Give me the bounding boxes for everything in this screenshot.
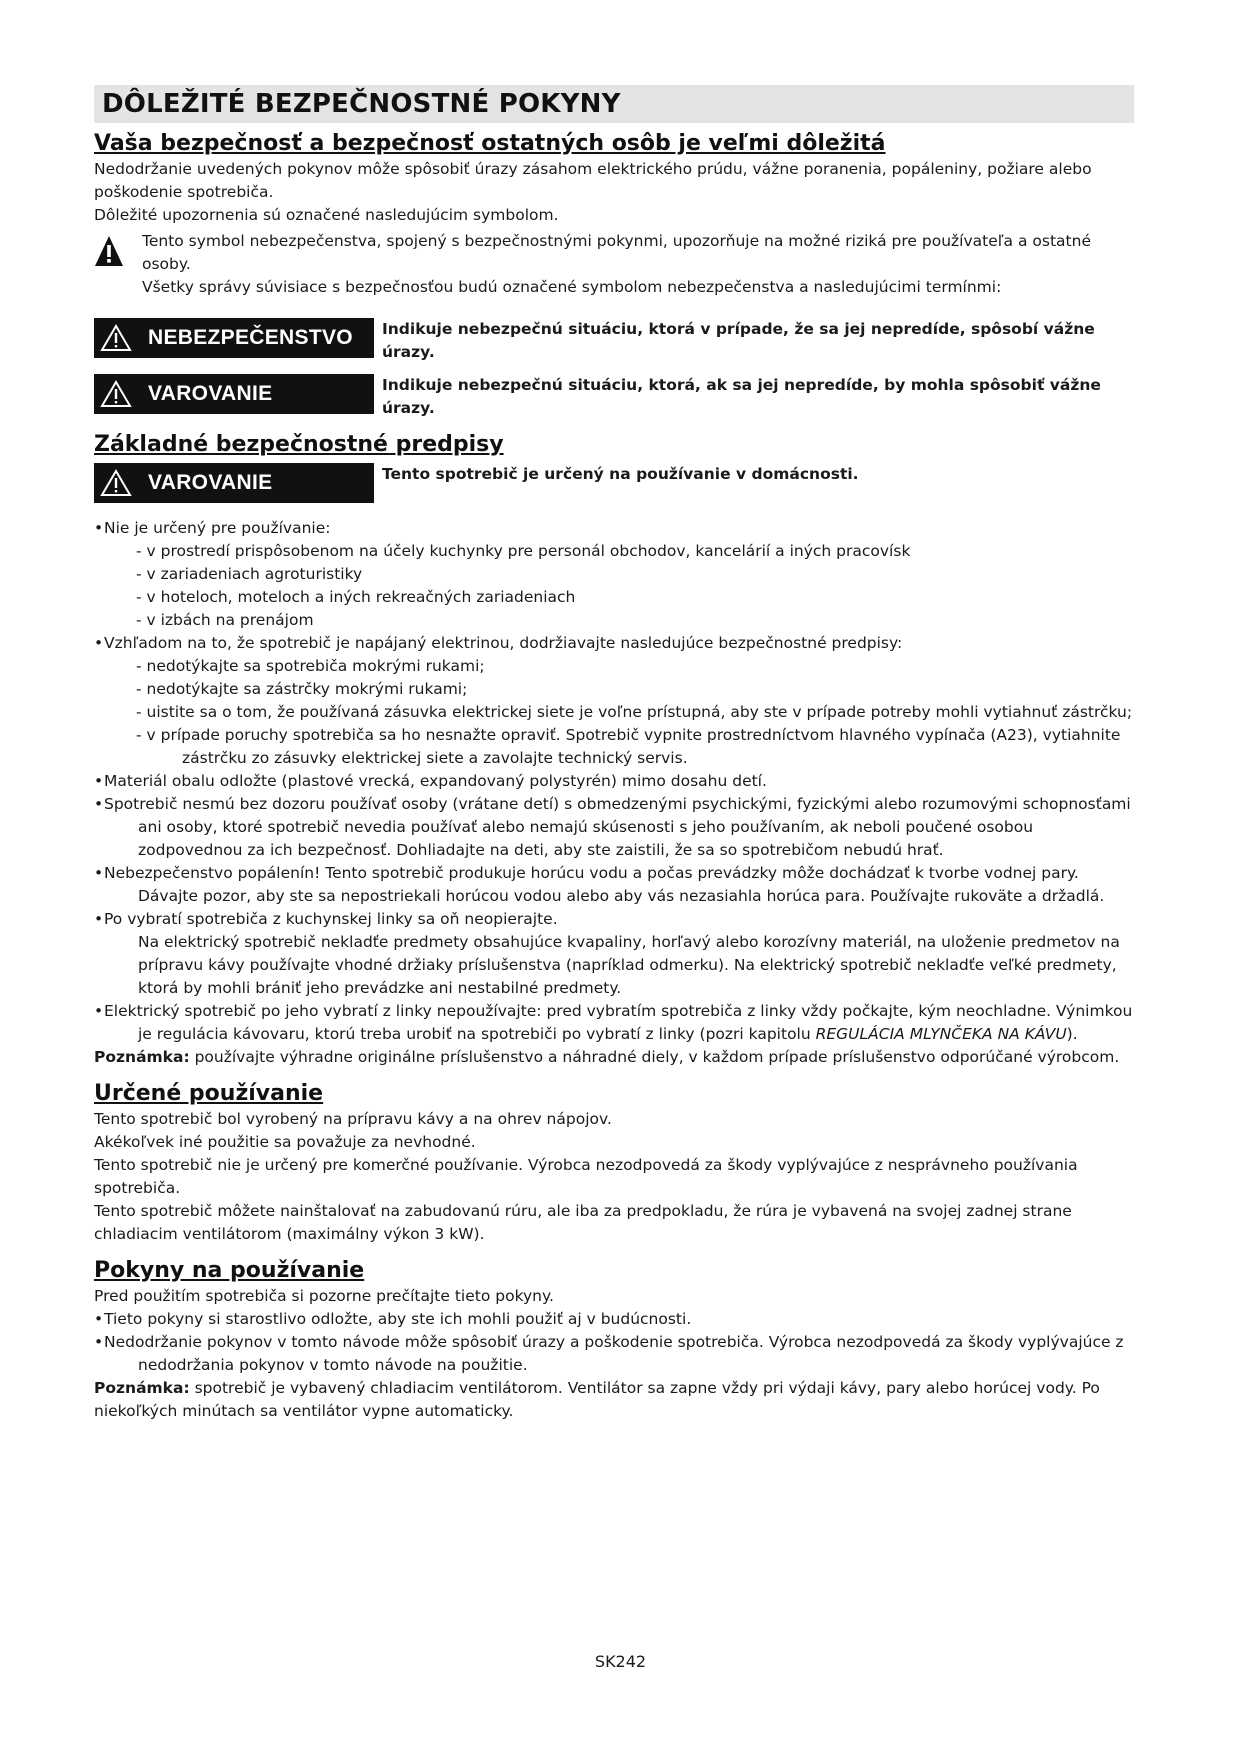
section-heading-safety: Vaša bezpečnosť a bezpečnosť ostatných osôb je veľmi dôležitá — [94, 131, 886, 156]
symbol-explanation — [94, 230, 1134, 299]
note: Poznámka: spotrebič je vybavený chladiacim ventilátorom. Ventilátor sa zapne vždy pri výdaji kávy, pary alebo horúcej vody. Po niekoľkých minútach sa ventilátor vypne automaticky. — [94, 1379, 1100, 1420]
badge-label: VAROVANIE — [148, 382, 273, 405]
warning-triangle-icon — [94, 234, 124, 268]
list-item: - v zariadeniach agroturistiky — [136, 565, 363, 583]
list-item: • Vzhľadom na to, že spotrebič je napájaný elektrinou, dodržiavajte nasledujúce bezpečnostné predpisy: — [94, 632, 1134, 655]
sub-list — [94, 540, 1134, 632]
list-item: - uistite sa o tom, že používaná zásuvka elektrickej siete je voľne prístupná, aby ste v prípade potreby mohli vytiahnuť zástrčku; — [136, 703, 1133, 721]
page — [94, 85, 1134, 1423]
paragraph: Pred použitím spotrebiča si pozorne prečítajte tieto pokyny. — [94, 1287, 554, 1305]
warning-triangle-icon — [100, 380, 132, 408]
paragraph: Dôležité upozornenia sú označené nasledujúcim symbolom. — [94, 206, 559, 224]
list-item: • Materiál obalu odložte (plastové vrecká, expandovaný polystyrén) mimo dosahu detí. — [94, 770, 1134, 793]
warning-row — [94, 374, 1134, 420]
danger-row — [94, 318, 1134, 364]
safety-list — [94, 632, 1134, 655]
sub-list — [94, 655, 1134, 770]
list-item: - v prostredí prispôsobenom na účely kuchynky pre personál obchodov, kancelárií a iných pracovísk — [136, 542, 911, 560]
page-title: DÔLEŽITÉ BEZPEČNOSTNÉ POKYNY — [94, 85, 1134, 123]
warning-badge — [94, 463, 374, 503]
badge-label: VAROVANIE — [148, 471, 273, 494]
paragraph: Tento spotrebič môžete nainštalovať na zabudovanú rúru, ale iba za predpokladu, že rúra je vybavená na svojej zadnej strane chladiacim ventilátorom (maximálny výkon 3 kW). — [94, 1202, 1072, 1243]
paragraph: Všetky správy súvisiace s bezpečnosťou budú označené symbolom nebezpečenstva a nasledujúcimi termínmi: — [142, 278, 1002, 296]
warning-row — [94, 463, 1134, 503]
paragraph: Tento spotrebič bol vyrobený na prípravu kávy a na ohrev nápojov. — [94, 1110, 612, 1128]
list-item: • Elektrický spotrebič po jeho vybratí z linky nepoužívajte: pred vybratím spotrebiča z linky vždy počkajte, kým neochladne. Výnimkou je regulácia kávovaru, ktorú treba urobiť na spotrebiči po vybratí z linky (pozri kapitolu REGULÁCIA MLYNČEKA NA KÁVU). — [94, 1000, 1134, 1046]
list-item: • Po vybratí spotrebiča z kuchynskej linky sa oň neopierajte. Na elektrický spotrebič nekladťe predmety obsahujúce kvapaliny, horľavý alebo korozívny materiál, na uloženie predmetov na prípravu kávy používajte vhodné držiaky príslušenstva (napríklad odmerku). Na elektrický spotrebič nekladťe veľké predmety, ktorá by mohli brániť jeho prevádzke ani nestabilné predmety. — [94, 908, 1134, 1000]
section-heading-instructions: Pokyny na používanie — [94, 1258, 365, 1283]
paragraph: Nedodržanie uvedených pokynov môže spôsobiť úrazy zásahom elektrického prúdu, vážne poranenia, popáleniny, požiare alebo poškodenie spotrebiča. — [94, 160, 1092, 201]
safety-list — [94, 770, 1134, 1046]
warning-badge — [94, 374, 374, 414]
list-item: • Nie je určený pre používanie: — [94, 517, 1134, 540]
list-item: • Nebezpečenstvo popálenín! Tento spotrebič produkuje horúcu vodu a počas prevádzky môže dochádzať k tvorbe vodnej pary. Dávajte pozor, aby ste sa nepostriekali horúcou vodou alebo aby vás nezasiahla horúca para. Používajte rukoväte a držadlá. — [94, 862, 1134, 908]
list-item: - v prípade poruchy spotrebiča sa ho nesnažte opraviť. Spotrebič vypnite prostredníctvom hlavného vypínača (A23), vytiahnite zástrčku zo zásuvky elektrickej siete a zavolajte technický servis. — [136, 726, 1121, 767]
list-item: - v izbách na prenájom — [136, 611, 314, 629]
list-item: • Nedodržanie pokynov v tomto návode môže spôsobiť úrazy a poškodenie spotrebiča. Výrobca nezodpovedá za škody vyplývajúce z nedodržania pokynov v tomto návode na použitie. — [94, 1331, 1134, 1377]
page-number: SK242 — [594, 1652, 647, 1671]
note: Poznámka: používajte výhradne originálne príslušenstvo a náhradné diely, v každom prípade príslušenstvo odporúčané výrobcom. — [94, 1048, 1120, 1066]
instructions-list — [94, 1308, 1134, 1377]
safety-list — [94, 517, 1134, 540]
list-item: - nedotýkajte sa zástrčky mokrými rukami; — [136, 680, 468, 698]
warning-triangle-icon — [100, 324, 132, 352]
danger-badge — [94, 318, 374, 358]
list-item: - nedotýkajte sa spotrebiča mokrými rukami; — [136, 657, 485, 675]
badge-description: Indikuje nebezpečnú situáciu, ktorá, ak sa jej nepredíde, by mohla spôsobiť vážne úrazy. — [382, 376, 1101, 417]
warning-triangle-icon — [100, 469, 132, 497]
section-heading-basic-rules: Základné bezpečnostné predpisy — [94, 432, 504, 457]
section-heading-intended-use: Určené používanie — [94, 1081, 324, 1106]
list-item: • Tieto pokyny si starostlivo odložte, aby ste ich mohli použiť aj v budúcnosti. — [94, 1308, 1134, 1331]
paragraph: Tento spotrebič nie je určený pre komerčné používanie. Výrobca nezodpovedá za škody vyplývajúce z nesprávneho používania spotrebiča. — [94, 1156, 1078, 1197]
list-item: • Spotrebič nesmú bez dozoru používať osoby (vrátane detí) s obmedzenými psychickými, fyzickými alebo rozumovými schopnosťami ani osoby, ktoré spotrebič nevedia používať alebo nemajú skúsenosti s jeho používaním, ak neboli poučené osobou zodpovednou za ich bezpečnosť. Dohliadajte na deti, aby ste zaistili, že sa so spotrebičom nebudú hrať. — [94, 793, 1134, 862]
list-item: - v hoteloch, moteloch a iných rekreačných zariadeniach — [136, 588, 576, 606]
badge-description: Indikuje nebezpečnú situáciu, ktorá v prípade, že sa jej nepredíde, spôsobí vážne úrazy. — [382, 320, 1095, 361]
paragraph: Akékoľvek iné použitie sa považuje za nevhodné. — [94, 1133, 476, 1151]
paragraph: Tento symbol nebezpečenstva, spojený s bezpečnostnými pokynmi, upozorňuje na možné riziká pre používateľa a ostatné osoby. — [142, 232, 1091, 273]
badge-label: NEBEZPEČENSTVO — [148, 326, 353, 349]
badge-description: Tento spotrebič je určený na používanie v domácnosti. — [382, 465, 859, 483]
